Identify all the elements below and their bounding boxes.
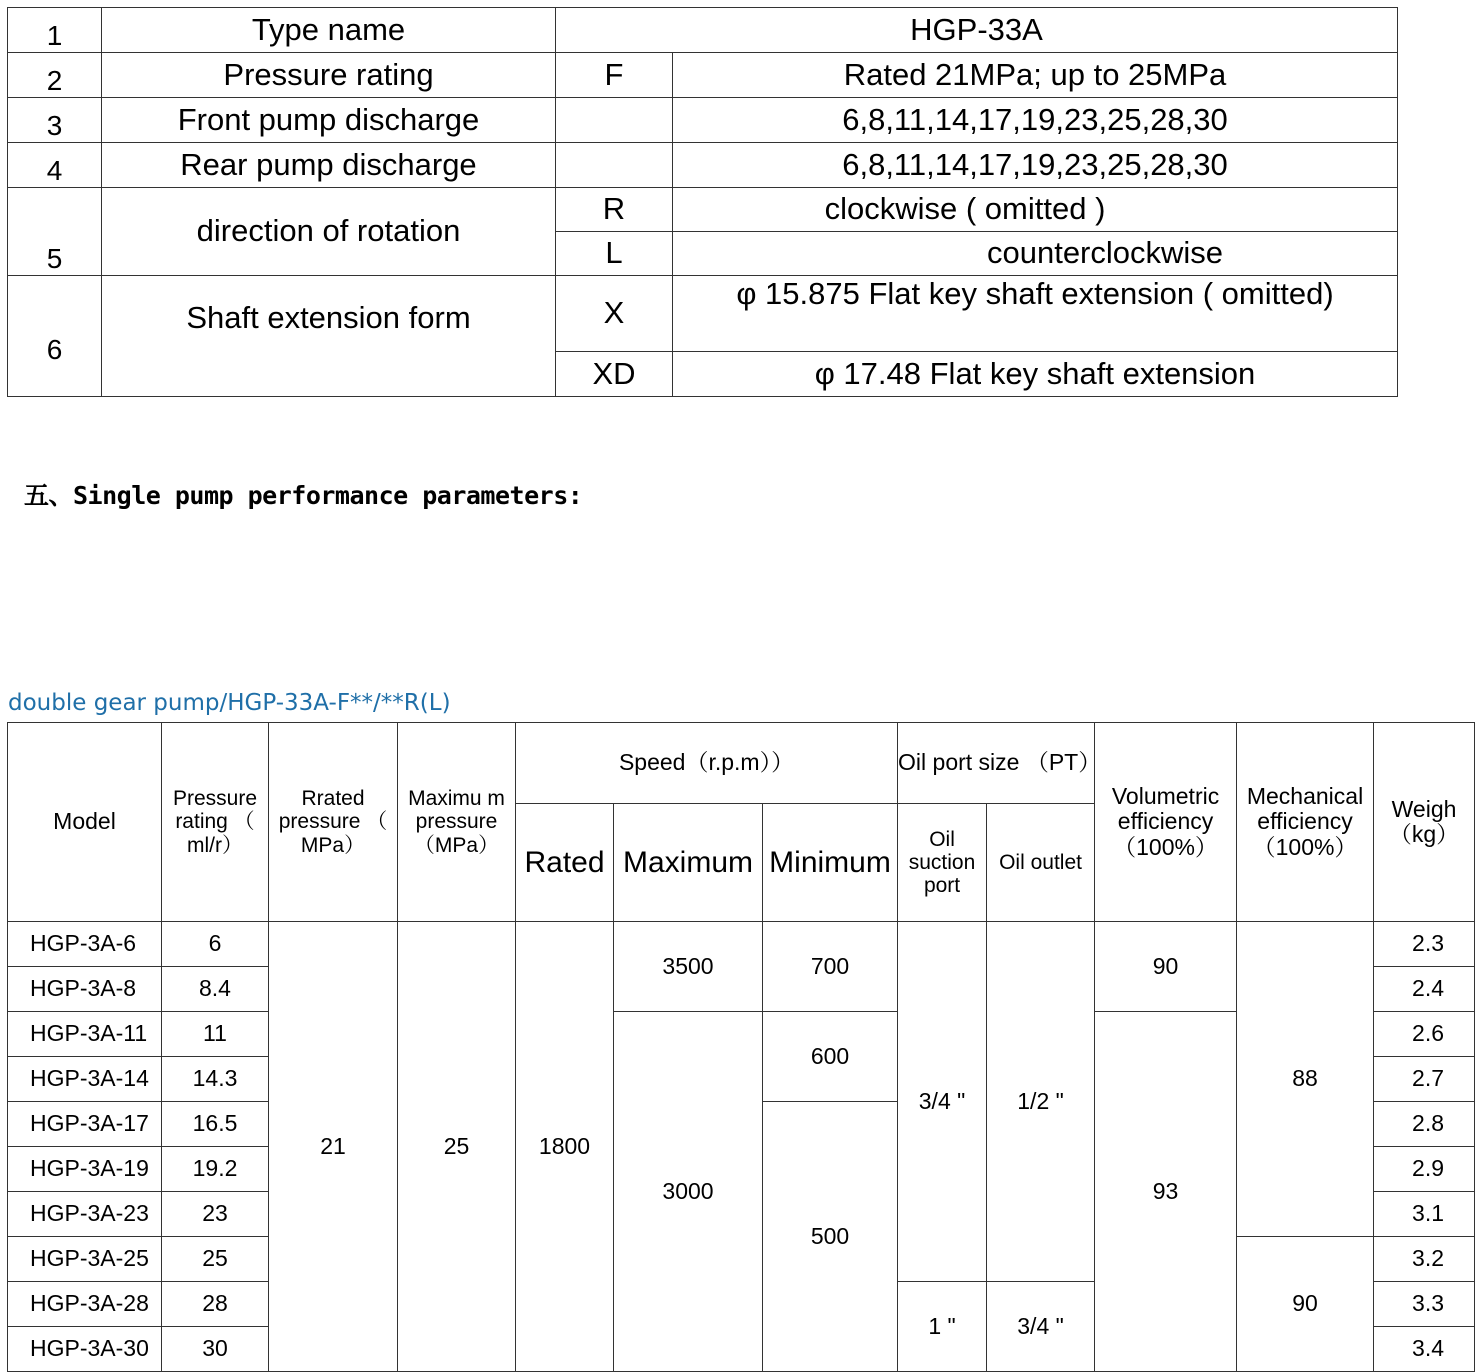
max-speed-cell: 3000 bbox=[614, 1012, 763, 1372]
header-oil-port: Oil port size （PT） bbox=[898, 723, 1095, 804]
model-cell: HGP-3A-14 bbox=[8, 1057, 162, 1102]
spec-value: clockwise ( omitted ) bbox=[673, 188, 1398, 232]
header-volumetric-efficiency: Volumetric efficiency （100%） bbox=[1095, 723, 1237, 922]
spec-label: Rear pump discharge bbox=[102, 143, 556, 188]
header-mechanical-efficiency: Mechanical efficiency （100%） bbox=[1237, 723, 1374, 922]
spec-label: Type name bbox=[102, 8, 556, 53]
min-speed-cell: 600 bbox=[763, 1012, 898, 1102]
weight-cell: 3.2 bbox=[1374, 1237, 1475, 1282]
weight-cell: 2.9 bbox=[1374, 1147, 1475, 1192]
displacement-cell: 16.5 bbox=[162, 1102, 269, 1147]
spec-code: X bbox=[556, 276, 673, 352]
model-cell: HGP-3A-8 bbox=[8, 967, 162, 1012]
header-rated-pressure: Rrated pressure （ MPa） bbox=[269, 723, 398, 922]
max-speed-cell: 3500 bbox=[614, 922, 763, 1012]
spec-row-3 bbox=[8, 98, 1398, 143]
table-row bbox=[8, 922, 1475, 967]
model-cell: HGP-3A-17 bbox=[8, 1102, 162, 1147]
spec-row-number: 3 bbox=[8, 98, 102, 143]
header-oil-suction: Oil suction port bbox=[898, 804, 987, 922]
header-model: Model bbox=[8, 723, 162, 922]
displacement-cell: 28 bbox=[162, 1282, 269, 1327]
outlet-port-cell: 3/4 " bbox=[987, 1282, 1095, 1372]
suction-port-cell: 1 " bbox=[898, 1282, 987, 1372]
model-cell: HGP-3A-28 bbox=[8, 1282, 162, 1327]
model-cell: HGP-3A-19 bbox=[8, 1147, 162, 1192]
weight-cell: 2.7 bbox=[1374, 1057, 1475, 1102]
header-row-1 bbox=[8, 723, 1475, 804]
displacement-cell: 25 bbox=[162, 1237, 269, 1282]
displacement-cell: 19.2 bbox=[162, 1147, 269, 1192]
spec-code: F bbox=[556, 53, 673, 98]
weight-cell: 3.1 bbox=[1374, 1192, 1475, 1237]
volumetric-efficiency-cell: 90 bbox=[1095, 922, 1237, 1012]
spec-row-number: 4 bbox=[8, 143, 102, 188]
spec-row-6 bbox=[8, 276, 1398, 352]
mechanical-efficiency-cell: 90 bbox=[1237, 1237, 1374, 1372]
spec-row-number: 2 bbox=[8, 53, 102, 98]
weight-cell: 2.3 bbox=[1374, 922, 1475, 967]
rated-pressure-cell: 21 bbox=[269, 922, 398, 1372]
model-cell: HGP-3A-6 bbox=[8, 922, 162, 967]
model-cell: HGP-3A-25 bbox=[8, 1237, 162, 1282]
header-pressure-rating: Pressure rating （ ml/r） bbox=[162, 723, 269, 922]
spec-value: Rated 21MPa; up to 25MPa bbox=[673, 53, 1398, 98]
rated-speed-cell: 1800 bbox=[516, 922, 614, 1372]
model-cell: HGP-3A-30 bbox=[8, 1327, 162, 1372]
performance-table bbox=[7, 722, 1475, 1372]
spec-value: 6,8,11,14,17,19,23,25,28,30 bbox=[673, 98, 1398, 143]
displacement-cell: 30 bbox=[162, 1327, 269, 1372]
section-heading: 五、Single pump performance parameters: bbox=[24, 481, 583, 510]
header-max-pressure: Maximu m pressure （MPa） bbox=[398, 723, 516, 922]
spec-code: R bbox=[556, 188, 673, 232]
weight-cell: 2.4 bbox=[1374, 967, 1475, 1012]
header-weight: Weigh （kg） bbox=[1374, 723, 1475, 922]
displacement-cell: 23 bbox=[162, 1192, 269, 1237]
spec-row-4 bbox=[8, 143, 1398, 188]
spec-row-5 bbox=[8, 188, 1398, 232]
displacement-cell: 8.4 bbox=[162, 967, 269, 1012]
spec-row-number: 1 bbox=[8, 8, 102, 53]
weight-cell: 3.3 bbox=[1374, 1282, 1475, 1327]
displacement-cell: 14.3 bbox=[162, 1057, 269, 1102]
model-cell: HGP-3A-11 bbox=[8, 1012, 162, 1057]
header-oil-outlet: Oil outlet bbox=[987, 804, 1095, 922]
header-speed-max: Maximum bbox=[614, 804, 763, 922]
volumetric-efficiency-cell: 93 bbox=[1095, 1012, 1237, 1372]
spec-row-number: 6 bbox=[8, 276, 102, 397]
header-speed-min: Minimum bbox=[763, 804, 898, 922]
spec-value: φ 15.875 Flat key shaft extension ( omitted) bbox=[673, 276, 1398, 352]
min-speed-cell: 500 bbox=[763, 1102, 898, 1372]
spec-label: direction of rotation bbox=[102, 188, 556, 276]
mechanical-efficiency-cell: 88 bbox=[1237, 922, 1374, 1237]
spec-value: 6,8,11,14,17,19,23,25,28,30 bbox=[673, 143, 1398, 188]
spec-value: HGP-33A bbox=[556, 8, 1398, 53]
weight-cell: 3.4 bbox=[1374, 1327, 1475, 1372]
spec-code: L bbox=[556, 232, 673, 276]
suction-port-cell: 3/4 " bbox=[898, 922, 987, 1282]
spec-code: XD bbox=[556, 352, 673, 397]
spec-row-number: 5 bbox=[8, 188, 102, 276]
max-pressure-cell: 25 bbox=[398, 922, 516, 1372]
spec-row-2 bbox=[8, 53, 1398, 98]
min-speed-cell: 700 bbox=[763, 922, 898, 1012]
spec-label: Front pump discharge bbox=[102, 98, 556, 143]
outlet-port-cell: 1/2 " bbox=[987, 922, 1095, 1282]
model-cell: HGP-3A-23 bbox=[8, 1192, 162, 1237]
spec-value: φ 17.48 Flat key shaft extension bbox=[673, 352, 1398, 397]
displacement-cell: 6 bbox=[162, 922, 269, 967]
spec-label: Shaft extension form bbox=[102, 276, 556, 397]
spec-code-empty bbox=[556, 143, 673, 188]
weight-cell: 2.6 bbox=[1374, 1012, 1475, 1057]
spec-label: Pressure rating bbox=[102, 53, 556, 98]
spec-row-1 bbox=[8, 8, 1398, 53]
spec-code-empty bbox=[556, 98, 673, 143]
weight-cell: 2.8 bbox=[1374, 1102, 1475, 1147]
displacement-cell: 11 bbox=[162, 1012, 269, 1057]
spec-table bbox=[7, 7, 1398, 397]
header-speed: Speed（r.p.m）） bbox=[516, 723, 898, 804]
spec-value: counterclockwise bbox=[673, 232, 1398, 276]
table-caption: double gear pump/HGP-33A-F**/**R(L) bbox=[8, 690, 451, 716]
header-speed-rated: Rated bbox=[516, 804, 614, 922]
